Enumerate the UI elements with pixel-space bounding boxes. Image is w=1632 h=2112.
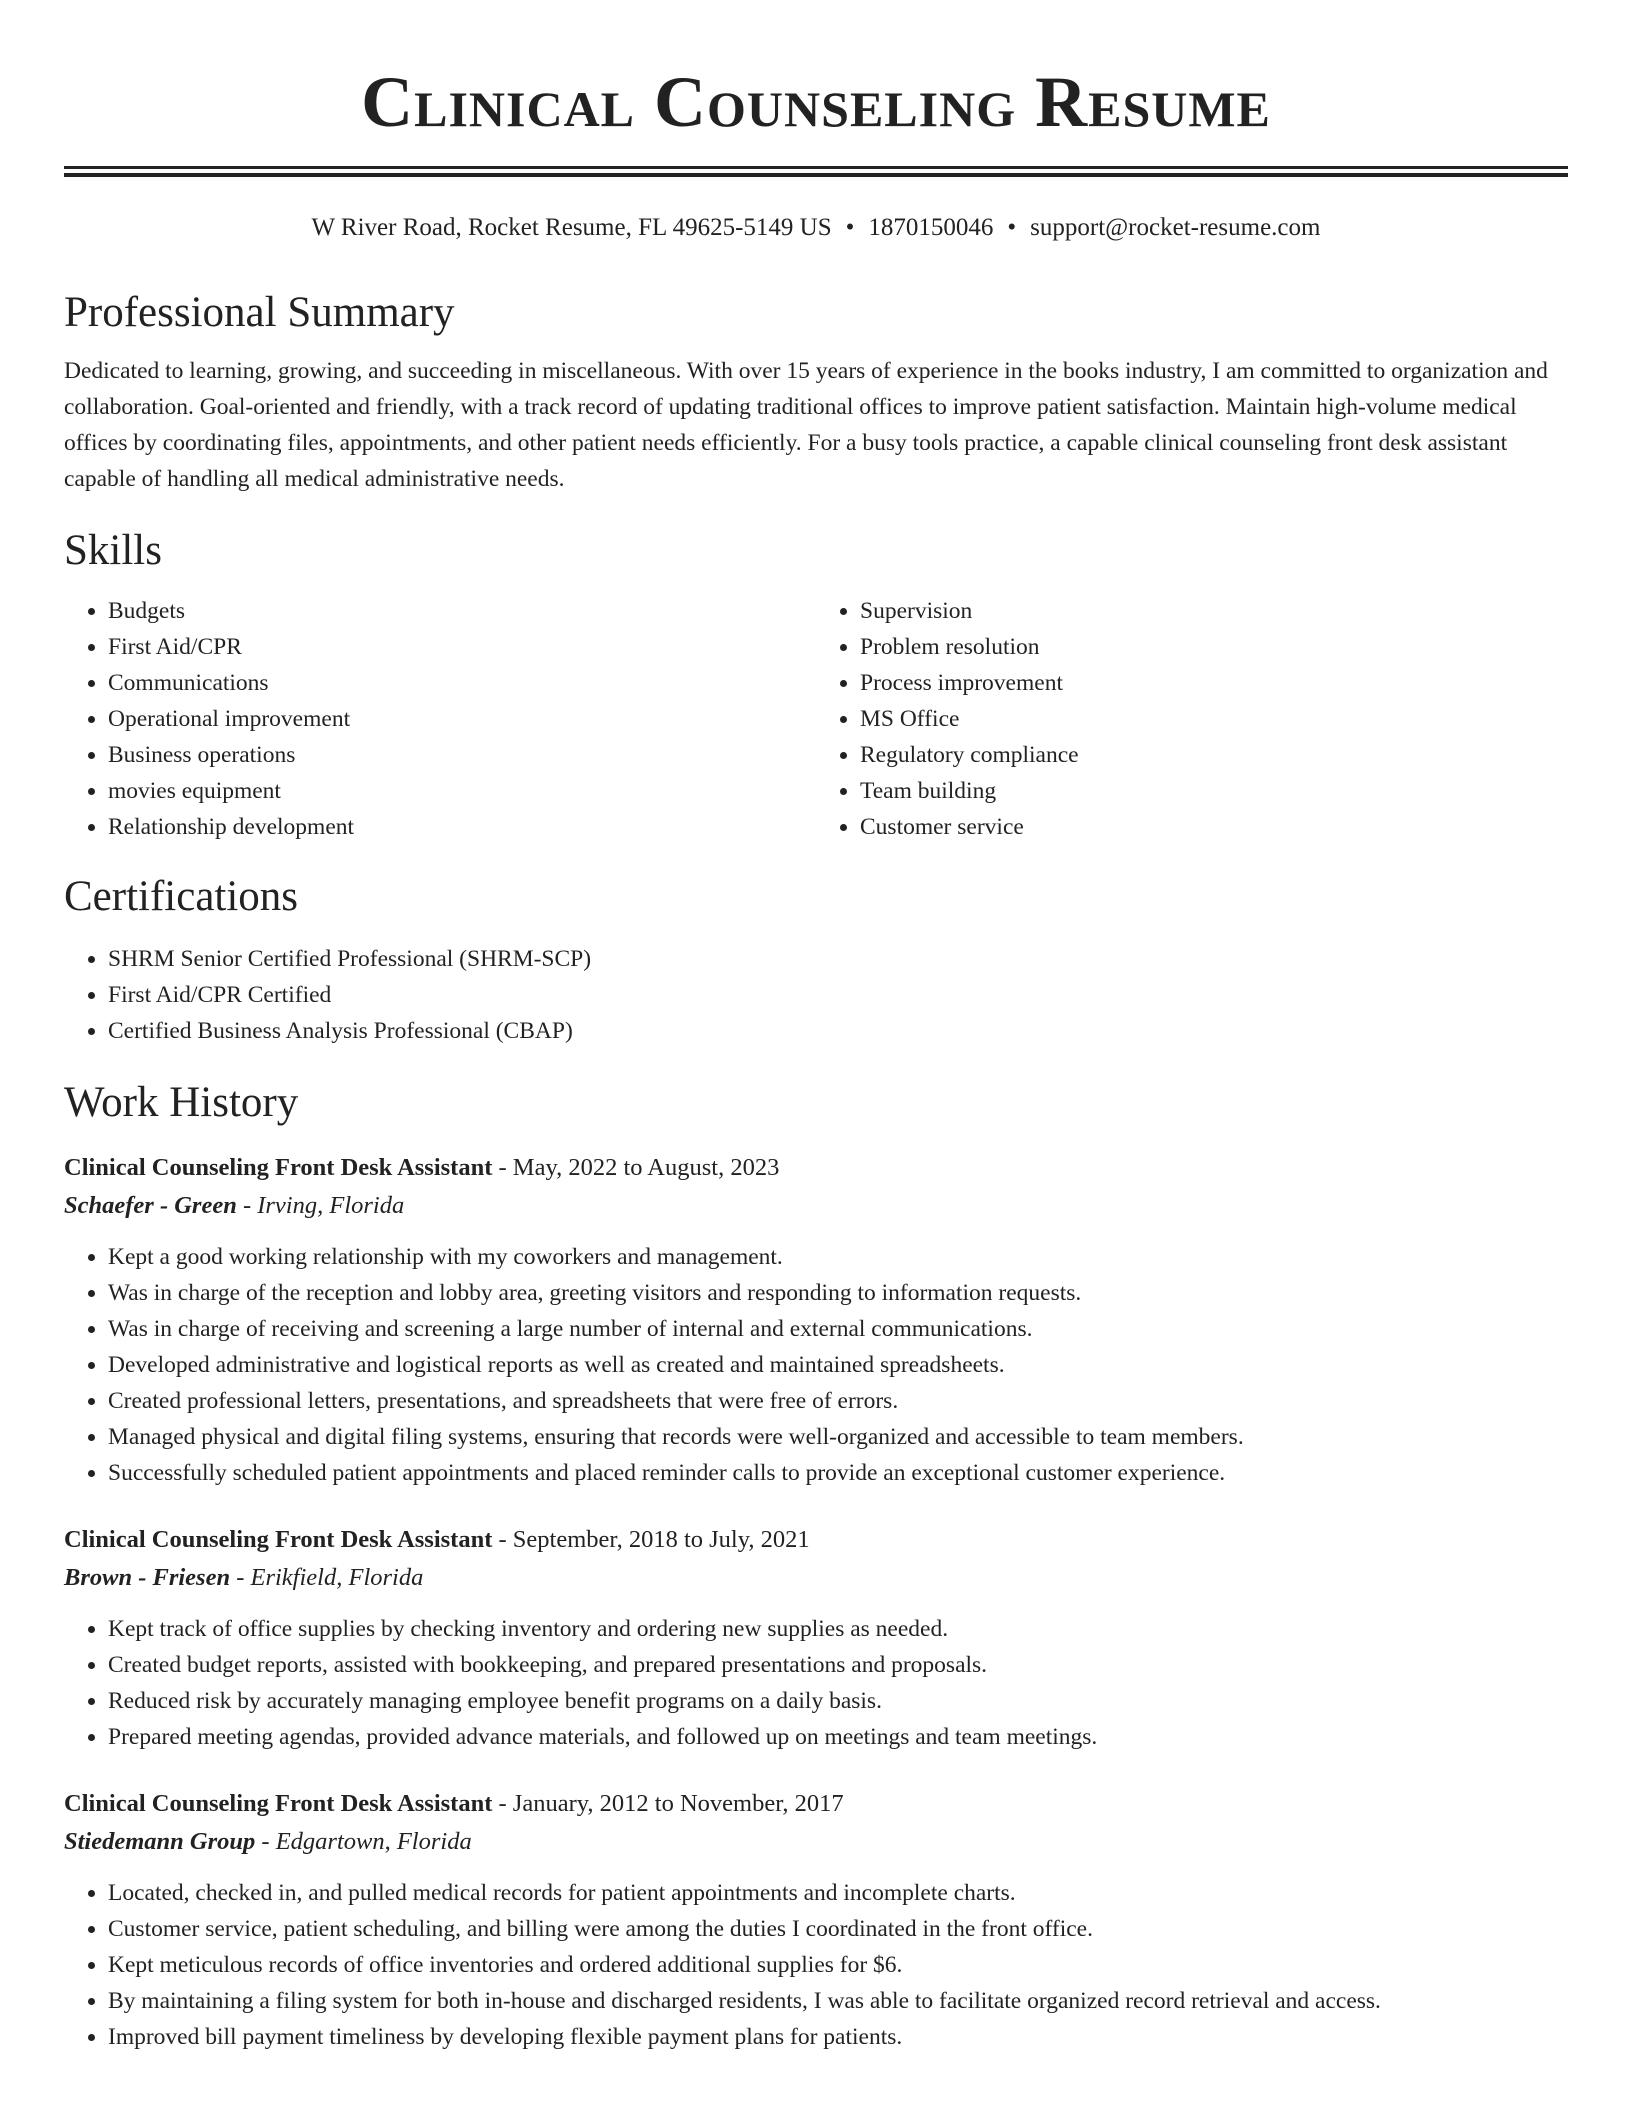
job-duty: • Kept meticulous records of office inventories and ordered additional supplies for $6. — [108, 1947, 1568, 1983]
skill-item: • Regulatory compliance — [860, 737, 1568, 773]
contact-address: W River Road, Rocket Resume, FL 49625-5149 US — [311, 214, 832, 241]
skill-item: • Process improvement — [860, 665, 1568, 701]
job-entry — [64, 1785, 1568, 2055]
job-dates: - January, 2012 to November, 2017 — [492, 1790, 844, 1817]
skill-item: • Problem resolution — [860, 629, 1568, 665]
certifications-heading: Certifications — [64, 873, 299, 920]
job-company: Schaefer - Green — [64, 1192, 237, 1219]
job-location: - Edgartown, Florida — [255, 1828, 472, 1855]
job-duties-list — [64, 1611, 1568, 1755]
skill-item: • Relationship development — [108, 809, 816, 845]
job-duties-list — [64, 1875, 1568, 2055]
title-divider — [64, 166, 1568, 177]
resume-title: Clinical Counseling Resume — [361, 62, 1271, 142]
job-title-line — [64, 1785, 1568, 1823]
job-company: Brown - Friesen — [64, 1564, 231, 1591]
job-company-line — [64, 1559, 1568, 1597]
job-duty: • Located, checked in, and pulled medical records for patient appointments and incomplete charts. — [108, 1875, 1568, 1911]
job-duties-list — [64, 1239, 1568, 1491]
work-history-heading: Work History — [64, 1079, 299, 1126]
job-dates: - May, 2022 to August, 2023 — [492, 1154, 780, 1181]
job-duty: • Managed physical and digital filing systems, ensuring that records were well-organized and accessible to team members. — [108, 1419, 1568, 1455]
skills-heading: Skills — [64, 527, 162, 574]
job-dates: - September, 2018 to July, 2021 — [492, 1526, 810, 1553]
job-duty: • Kept track of office supplies by checking inventory and ordering new supplies as needed. — [108, 1611, 1568, 1647]
job-title: Clinical Counseling Front Desk Assistant — [64, 1790, 493, 1817]
skill-item: • MS Office — [860, 701, 1568, 737]
job-entry — [64, 1521, 1568, 1755]
job-duty: • Created professional letters, presentations, and spreadsheets that were free of errors. — [108, 1383, 1568, 1419]
job-title-line — [64, 1149, 1568, 1187]
skill-item: • Business operations — [108, 737, 816, 773]
skill-item: • First Aid/CPR — [108, 629, 816, 665]
contact-separator: • — [1007, 214, 1017, 241]
skills-columns — [64, 593, 1568, 845]
skills-list-right — [816, 593, 1568, 845]
job-title: Clinical Counseling Front Desk Assistant — [64, 1526, 493, 1553]
job-entry — [64, 1149, 1568, 1491]
contact-phone: 1870150046 — [868, 214, 994, 241]
job-duty: • Was in charge of receiving and screening a large number of internal and external communications. — [108, 1311, 1568, 1347]
job-company-line — [64, 1187, 1568, 1225]
summary-text: Dedicated to learning, growing, and succeeding in miscellaneous. With over 15 years of experience in the books industry, I am committed to organization and collaboration. Goal-oriented and friendly, with a track record of updating traditional offices to improve patient satisfaction. Maintain high-volume medical offices by coordinating files, appointments, and other patient needs efficiently. For a busy tools practice, a capable clinical counseling front desk assistant capable of handling all medical administrative needs. — [64, 358, 1548, 492]
skill-item: • Customer service — [860, 809, 1568, 845]
skill-item: • Budgets — [108, 593, 816, 629]
job-duty: • Improved bill payment timeliness by developing flexible payment plans for patients. — [108, 2019, 1568, 2055]
skill-item: • Communications — [108, 665, 816, 701]
job-title-line — [64, 1521, 1568, 1559]
job-duty: • Kept a good working relationship with my coworkers and management. — [108, 1239, 1568, 1275]
job-duty: • Was in charge of the reception and lobby area, greeting visitors and responding to information requests. — [108, 1275, 1568, 1311]
certification-item: • SHRM Senior Certified Professional (SHRM-SCP) — [108, 941, 1568, 977]
skills-list-left — [64, 593, 816, 845]
certification-item: • Certified Business Analysis Professional (CBAP) — [108, 1013, 1568, 1049]
job-duty: • Successfully scheduled patient appointments and placed reminder calls to provide an exceptional customer experience. — [108, 1455, 1568, 1491]
job-location: - Erikfield, Florida — [230, 1564, 424, 1591]
contact-email: support@rocket-resume.com — [1030, 214, 1321, 241]
skill-item: • movies equipment — [108, 773, 816, 809]
certification-item: • First Aid/CPR Certified — [108, 977, 1568, 1013]
summary-heading: Professional Summary — [64, 289, 455, 336]
job-duty: • Customer service, patient scheduling, and billing were among the duties I coordinated in the front office. — [108, 1911, 1568, 1947]
job-duty: • By maintaining a filing system for both in-house and discharged residents, I was able to facilitate organized record retrieval and access. — [108, 1983, 1568, 2019]
skill-item: • Supervision — [860, 593, 1568, 629]
contact-line — [64, 213, 1568, 243]
job-location: - Irving, Florida — [236, 1192, 405, 1219]
job-duty: • Developed administrative and logistical reports as well as created and maintained spreadsheets. — [108, 1347, 1568, 1383]
job-duty: • Reduced risk by accurately managing employee benefit programs on a daily basis. — [108, 1683, 1568, 1719]
job-company: Stiedemann Group — [64, 1828, 256, 1855]
skill-item: • Team building — [860, 773, 1568, 809]
job-title: Clinical Counseling Front Desk Assistant — [64, 1154, 493, 1181]
job-company-line — [64, 1823, 1568, 1861]
certifications-list — [64, 941, 1568, 1049]
contact-separator: • — [845, 214, 855, 241]
resume-page — [64, 0, 1568, 2055]
job-duty: • Created budget reports, assisted with bookkeeping, and prepared presentations and proposals. — [108, 1647, 1568, 1683]
job-duty: • Prepared meeting agendas, provided advance materials, and followed up on meetings and team meetings. — [108, 1719, 1568, 1755]
skill-item: • Operational improvement — [108, 701, 816, 737]
